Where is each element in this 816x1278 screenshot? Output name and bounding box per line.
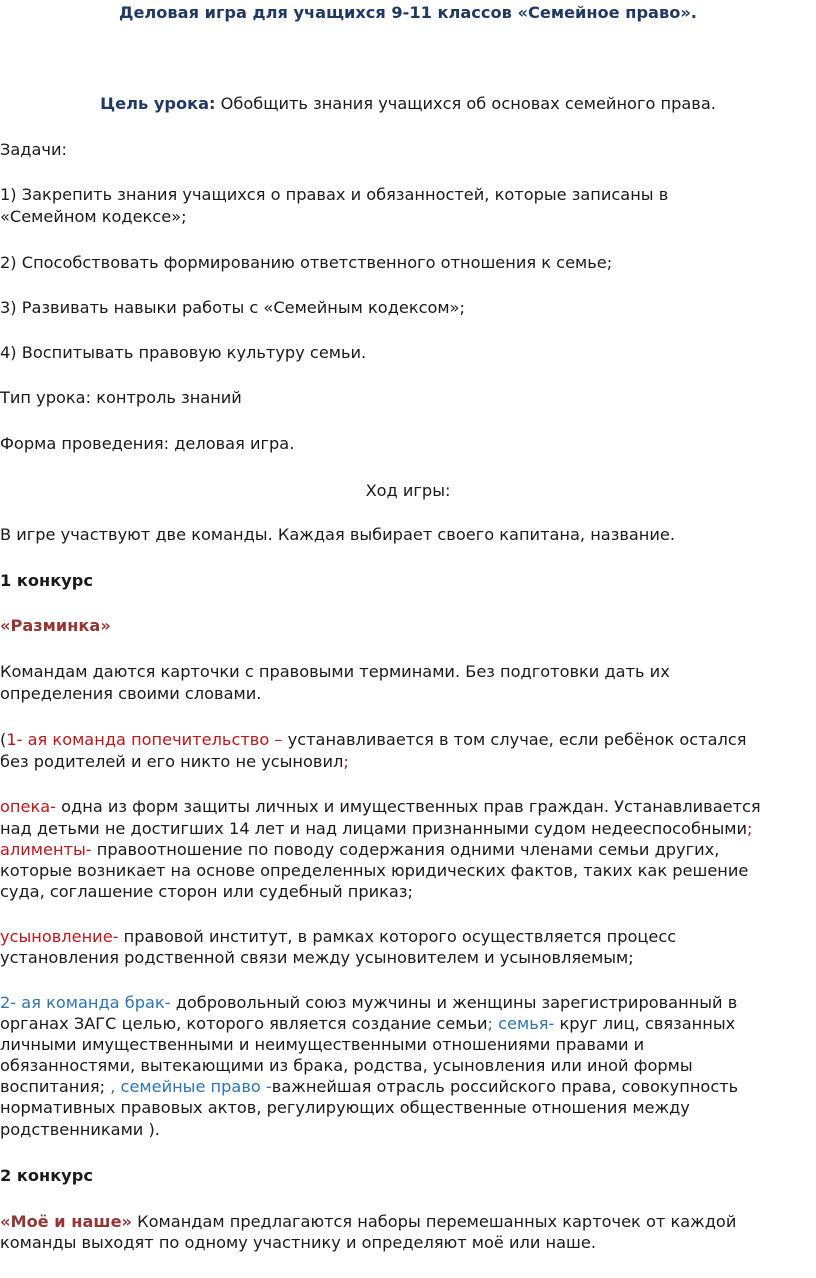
term-definition: правовой институт, в рамках которого осуществляется процесс bbox=[118, 927, 677, 946]
contest1-description: определения своими словами. bbox=[0, 684, 262, 703]
contest1-heading: 1 конкурс bbox=[0, 571, 93, 590]
term-custody bbox=[0, 796, 816, 817]
lesson-type: Тип урока: контроль знаний bbox=[0, 388, 242, 407]
term-label: 2- ая команда брак- bbox=[0, 993, 171, 1012]
paren-open: ( bbox=[0, 730, 7, 749]
term-definition: важнейшая отрасль российского права, совокупность bbox=[271, 1077, 739, 1096]
goal-text: Обобщить знания учащихся об основах семейного права. bbox=[215, 94, 716, 113]
term-marriage bbox=[0, 992, 816, 1013]
document-title: Деловая игра для учащихся 9-11 классов «Семейное право». bbox=[119, 3, 697, 22]
term-label: , семейные право - bbox=[110, 1077, 272, 1096]
contest2-description bbox=[0, 1211, 816, 1232]
game-progress-heading: Ход игры: bbox=[365, 481, 451, 500]
separator: ; bbox=[343, 752, 349, 771]
term-definition: одна из форм защиты личных и имущественных прав граждан. Устанавливается bbox=[56, 797, 761, 816]
contest1-description: Командам даются карточки с правовыми терминами. Без подготовки дать их bbox=[0, 662, 670, 681]
term-family-law-cont: нормативных правовых актов, регулирующих общественные отношения между bbox=[0, 1098, 690, 1117]
contest2-name: «Моё и наше» bbox=[0, 1212, 133, 1231]
term-family-cont: обязанностями, вытекающими из брака, родства, усыновления или иной формы bbox=[0, 1056, 693, 1075]
contest2-description-cont: команды выходят по одному участнику и определяют моё или наше. bbox=[0, 1233, 596, 1252]
lesson-form: Форма проведения: деловая игра. bbox=[0, 434, 295, 453]
term-guardianship-cont bbox=[0, 751, 816, 772]
term-guardianship bbox=[0, 729, 816, 750]
term-definition: добровольный союз мужчины и женщины зарегистрированный в bbox=[170, 993, 738, 1012]
term-alimony-cont: которые возникает на основе определенных юридических фактов, таких как решение bbox=[0, 861, 749, 880]
task-item: 1) Закрепить знания учащихся о правах и обязанностей, которые записаны в bbox=[0, 185, 669, 204]
term-label: семья- bbox=[498, 1014, 555, 1033]
term-definition: правоотношение по поводу содержания одними членами семьи других, bbox=[91, 840, 720, 859]
separator: ; bbox=[747, 819, 753, 838]
tasks-label: Задачи: bbox=[0, 140, 67, 159]
term-adoption-cont: установления родственной связи между усыновителем и усыновляемым; bbox=[0, 948, 634, 967]
term-definition: без родителей и его никто не усыновил bbox=[0, 752, 344, 771]
task-item: 3) Развивать навыки работы с «Семейным кодексом»; bbox=[0, 298, 465, 317]
term-family bbox=[0, 1013, 816, 1034]
term-custody-cont bbox=[0, 818, 816, 839]
term-family-law-cont: родственниками ). bbox=[0, 1120, 160, 1139]
contest1-name: «Разминка» bbox=[0, 616, 111, 635]
term-family-cont: личными имущественными и неимущественными отношениями правами и bbox=[0, 1035, 645, 1054]
term-definition: воспитания; bbox=[0, 1077, 111, 1096]
term-label: 1- ая команда попечительство – bbox=[6, 730, 283, 749]
lesson-goal bbox=[0, 93, 816, 114]
term-label: алименты- bbox=[0, 840, 92, 859]
contest2-heading: 2 конкурс bbox=[0, 1166, 93, 1185]
intro-text: В игре участвуют две команды. Каждая выбирает своего капитана, название. bbox=[0, 525, 675, 544]
term-definition: органах ЗАГС целью, которого является создание семьи bbox=[0, 1014, 488, 1033]
term-alimony bbox=[0, 839, 816, 860]
separator: ; bbox=[487, 1014, 499, 1033]
contest2-text: Командам предлагаются наборы перемешанных карточек от каждой bbox=[132, 1212, 737, 1231]
goal-label: Цель урока: bbox=[100, 94, 216, 113]
term-definition: круг лиц, связанных bbox=[554, 1014, 736, 1033]
term-adoption bbox=[0, 926, 816, 947]
term-alimony-cont: суда, соглашение сторон или судебный приказ; bbox=[0, 882, 413, 901]
term-family-law bbox=[0, 1076, 816, 1097]
term-label: усыновление- bbox=[0, 927, 119, 946]
term-label: опека- bbox=[0, 797, 56, 816]
term-definition: над детьми не достигших 14 лет и над лицами признанными судом недееспособными bbox=[0, 819, 748, 838]
term-definition: устанавливается в том случае, если ребёнок остался bbox=[282, 730, 747, 749]
task-item: «Семейном кодексе»; bbox=[0, 207, 187, 226]
task-item: 2) Способствовать формированию ответственного отношения к семье; bbox=[0, 253, 613, 272]
task-item: 4) Воспитывать правовую культуру семьи. bbox=[0, 343, 367, 362]
